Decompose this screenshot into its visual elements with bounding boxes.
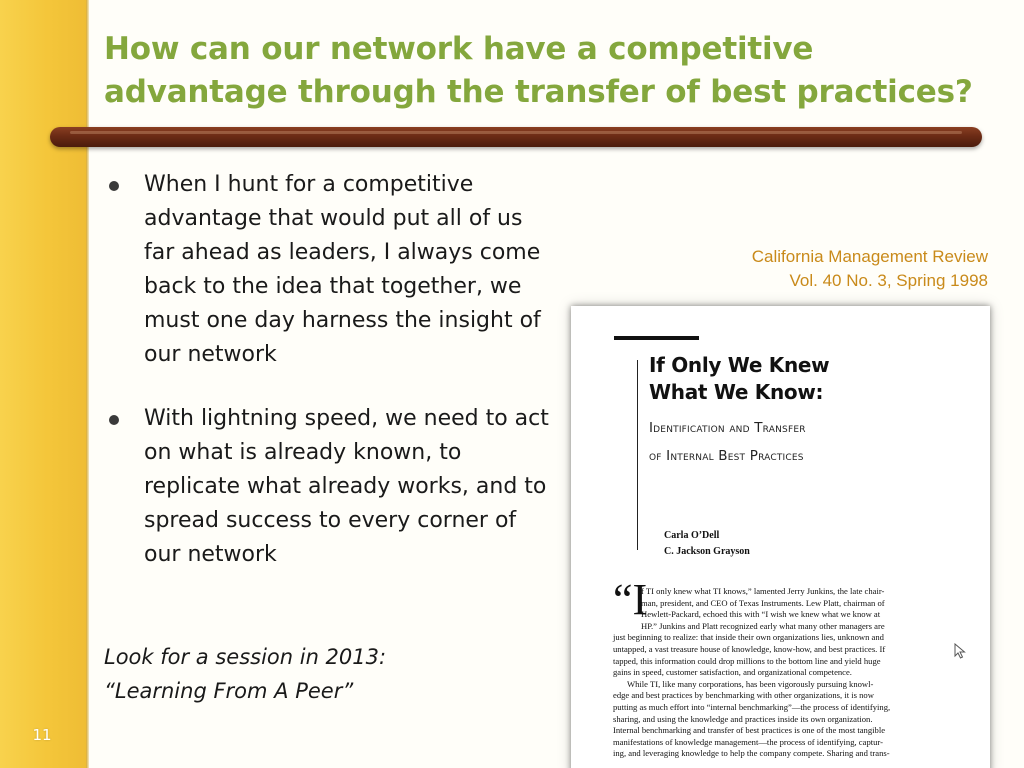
article-body-line: putting as much effort into “internal benchmarking”—the process of identifying,: [613, 701, 891, 712]
article-body-line: tapped, this information could drop millions to the bottom line and yield huge: [613, 655, 881, 666]
article-body-line: untapped, a vast treasure house of knowledge, know-how, and best practices. If: [613, 643, 886, 654]
article-dropcap: “I: [613, 575, 648, 624]
left-band-edge: [86, 0, 89, 768]
article-vertical-rule: [637, 360, 638, 550]
article-body-line: Hewlett-Packard, echoed this with “I wish we knew what we know at: [641, 609, 881, 620]
article-body-line: HP.” Junkins and Platt recognized early what many other managers are: [641, 620, 885, 631]
article-body-line: Internal benchmarking and transfer of best practices is one of the most tangible: [613, 725, 886, 736]
session-note: [104, 640, 564, 708]
title-divider-highlight: [70, 131, 962, 134]
left-accent-band: [0, 0, 86, 768]
bullet-text: When I hunt for a competitive advantage that would put all of us far ahead as leaders, I always come back to the idea that together, we must one day harness the insight of our network: [144, 172, 541, 367]
article-body-line: While TI, like many corporations, has been vigorously pursuing knowl-: [627, 678, 874, 689]
article-body-line: manifestations of knowledge management—the process of identifying, captur-: [613, 736, 883, 747]
bullet-item: [104, 168, 554, 372]
article-body: [613, 586, 958, 760]
article-body-line: gains in speed, customer satisfaction, and organizational competence.: [613, 667, 852, 678]
bullet-list: [104, 168, 554, 572]
mouse-pointer-icon: [954, 643, 966, 659]
session-note-title: “Learning From A Peer”: [104, 679, 354, 703]
bullet-dot-icon: [109, 181, 119, 191]
article-subtitle: [649, 414, 806, 470]
article-subtitle-line: Identification and Transfer: [649, 420, 806, 436]
bullet-text: With lightning speed, we need to act on what is already known, to replicate what already works, and to spread success to every corner of our network: [144, 406, 549, 567]
article-body-line: man, president, and CEO of Texas Instruments. Lew Platt, chairman of: [641, 597, 885, 608]
page-number: 11: [32, 726, 52, 744]
article-author: C. Jackson Grayson: [664, 546, 750, 557]
bullet-item: [104, 402, 554, 572]
article-excerpt-image: [571, 306, 990, 768]
article-authors: [664, 528, 750, 560]
article-subtitle-line: of Internal Best Practices: [649, 448, 804, 464]
title-divider-bar: [50, 127, 982, 147]
article-body-line: ing, and leveraging knowledge to help the company compete. Sharing and trans-: [613, 748, 890, 759]
session-note-line: Look for a session in 2013:: [104, 645, 387, 669]
citation-journal: California Management Review: [751, 247, 988, 266]
article-body-line: f TI only knew what TI knows,” lamented Jerry Junkins, the late chair-: [641, 586, 885, 596]
article-title: [649, 352, 829, 406]
article-body-line: edge and best practices by benchmarking with other organizations, it is now: [613, 690, 874, 701]
slide-title: How can our network have a competitive advantage through the transfer of best practices?: [104, 31, 973, 110]
article-body-line: just beginning to realize: that inside their own organizations lies, unknown and: [613, 632, 884, 643]
bullet-dot-icon: [109, 415, 119, 425]
citation-volume: Vol. 40 No. 3, Spring 1998: [789, 271, 988, 290]
article-author: Carla O’Dell: [664, 530, 720, 541]
citation: [752, 245, 988, 293]
article-body-line: sharing, and using the knowledge and practices inside its own organization.: [613, 713, 873, 724]
article-top-rule: [614, 336, 699, 340]
article-title-line: What We Know:: [649, 380, 824, 404]
article-title-line: If Only We Knew: [649, 353, 830, 377]
